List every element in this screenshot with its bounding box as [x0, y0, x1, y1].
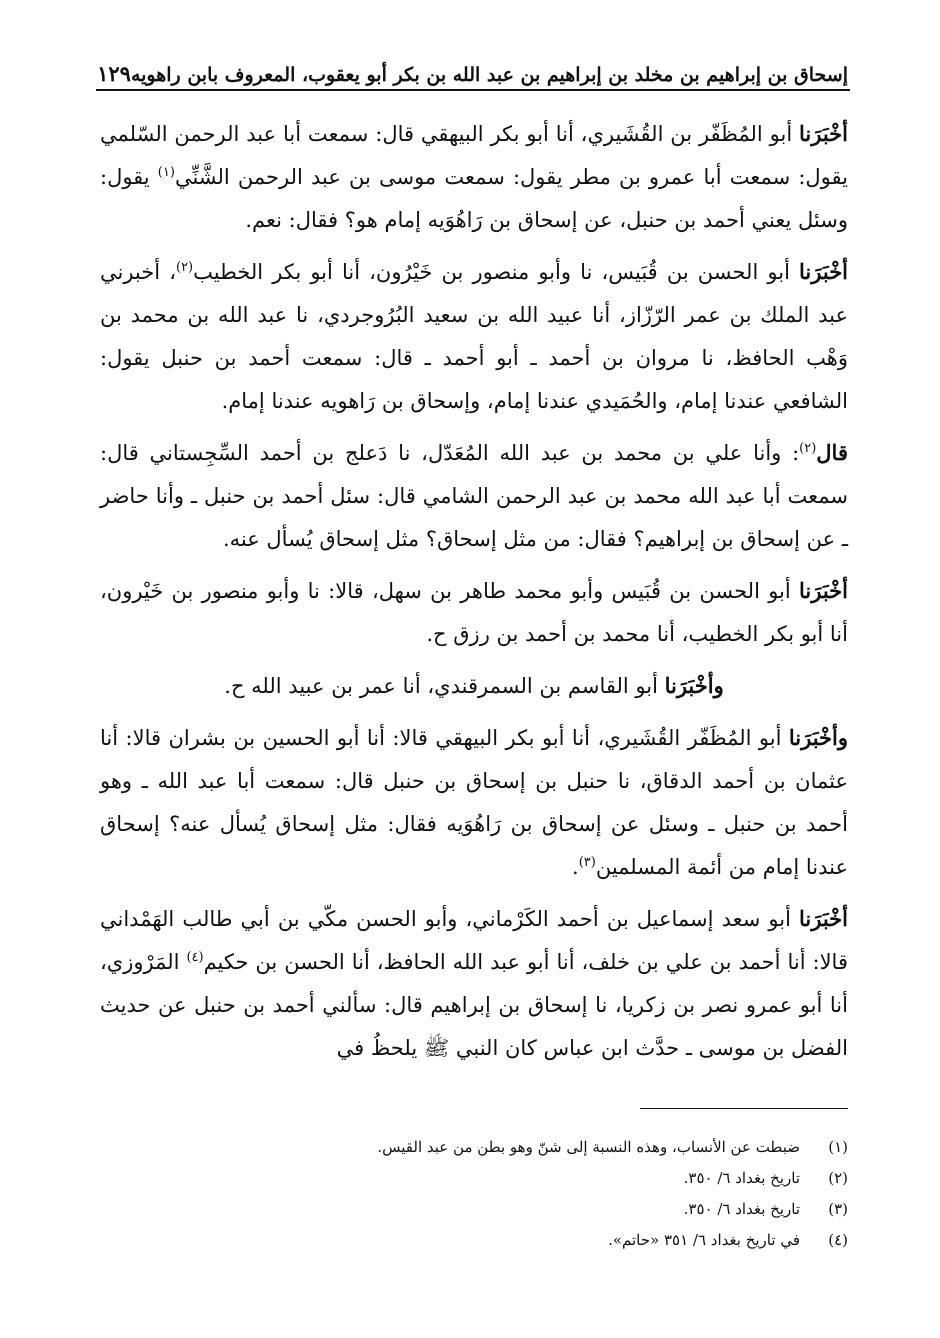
header-rule — [96, 89, 850, 91]
paragraph-text-continued: : وأنا علي بن محمد بن عبد الله المُعَدّل، نا دَعلج بن أحمد السِّجِستاني قال: سمعت أبا عبد الله محمد بن عبد الرحمن الشامي قال: سئل أحمد بن حنبل ـ وأنا حاضر ـ عن إسحاق بن إبراهيم؟ فقال: من مثل إسحاق؟ مثل إسحاق يُسأل عنه. — [100, 441, 848, 551]
footnote-text: تاريخ بغداد ٦/ ٣٥٠. — [683, 1169, 800, 1187]
footnote-marker: (٣) — [578, 855, 596, 870]
footnote-text: ضبطت عن الأنساب، وهذه النسبة إلى شنّ وهو بطن من عبد القيس. — [377, 1138, 800, 1156]
paragraph-opening-word: قال — [816, 440, 848, 465]
footnote-text: في تاريخ بغداد ٦/ ٣٥١ «حاتم». — [608, 1231, 800, 1249]
footnote-item — [100, 1194, 848, 1225]
paragraph-text: أبو سعد إسماعيل بن أحمد الكَرْماني، وأبو الحسن مكّي بن أبي طالب الهَمْداني قالا: أنا أحمد بن علي بن خلف، أنا أبو عبد الله الحافظ، أنا الحسن بن حكيم — [100, 907, 848, 974]
paragraph-opening-word: أخْبَرَنا — [799, 578, 848, 603]
paragraph-text: أبو القاسم بن السمرقندي، أنا عمر بن عبيد الله ح. — [224, 674, 665, 698]
paragraph-3 — [100, 431, 848, 561]
footnote-item — [100, 1163, 848, 1194]
footnote-text: تاريخ بغداد ٦/ ٣٥٠. — [683, 1200, 800, 1218]
running-title: إسحاق بن إبراهيم بن مخلد بن إبراهيم بن عبد الله بن بكر أبو يعقوب، المعروف بابن راهويه — [130, 64, 848, 86]
paragraph-1 — [100, 112, 848, 242]
paragraph-opening-word: أخْبَرَنا — [799, 906, 848, 931]
paragraph-2 — [100, 250, 848, 423]
paragraph-text-continued: المَرْوزي، أنا أبو عمرو نصر بن زكريا، نا إسحاق بن إبراهيم قال: سألني أحمد بن حنبل عن حديث الفضل بن موسى ـ حدَّث ابن عباس كان النبي ﷺ يلحظُ في — [100, 950, 848, 1060]
footnote-separator — [640, 1108, 848, 1109]
footnote-marker: (٢) — [175, 260, 194, 275]
footnote-number: (٣) — [828, 1200, 848, 1218]
paragraph-text-continued: ، أخبرني عبد الملك بن عمر الرّزّاز، أنا عبيد الله بن سعيد البُرُوجردي، نا عبد الله بن محمد بن وَهْب الحافظ، نا مروان بن أحمد ـ أبو أحمد ـ قال: سمعت أحمد بن حنبل يقول: الشافعي عندنا إمام، والحُمَيدي عندنا إمام، وإسحاق بن رَاهويه عندنا إمام. — [100, 260, 848, 413]
footnote-item — [100, 1225, 848, 1256]
paragraph-text: أبو الحسن بن قُبَيس، نا وأبو منصور بن خَيْرُون، أنا أبو بكر الخطيب — [193, 260, 800, 284]
paragraph-6 — [100, 716, 848, 889]
paragraph-text: أبو المُظَفّر بن القُشَيري، أنا أبو بكر البيهقي قال: سمعت أبا عبد الرحمن السّلمي يقول: سمعت أبا عمرو بن مطر يقول: سمعت موسى بن عبد الرحمن الشَّنِّي — [100, 122, 848, 189]
footnote-item — [100, 1132, 848, 1163]
main-text — [100, 112, 848, 1078]
paragraph-opening-word: وأخْبَرَنا — [664, 673, 724, 698]
paragraph-text: أبو الحسن بن قُبَيس وأبو محمد طاهر بن سهل، قالا: نا وأبو منصور بن خَيْرون، أنا أبو بكر الخطيب، أنا محمد بن أحمد بن رزق ح. — [100, 579, 848, 646]
paragraph-text: أبو المُظَفّر القُشَيري، أنا أبو بكر البيهقي قالا: أنا أبو الحسين بن بشران قالا: أنا عثمان بن أحمد الدقاق، نا حنبل بن إسحاق بن حنبل قال: سمعت أبا عبد الله ـ وهو أحمد بن حنبل ـ وسئل عن إسحاق بن رَاهُوَيه فقال: مثل إسحاق يُسأل عنه؟ إسحاق عندنا إمام من أئمة المسلمين — [100, 726, 848, 879]
paragraph-5 — [100, 664, 848, 708]
footnote-number: (١) — [828, 1138, 848, 1156]
paragraph-text-continued: يقول: وسئل يعني أحمد بن حنبل، عن إسحاق بن رَاهُوَيه إمام هو؟ فقال: نعم. — [100, 165, 848, 232]
page-header — [97, 52, 848, 86]
footnote-marker: (٢) — [799, 441, 817, 456]
paragraph-7 — [100, 897, 848, 1070]
paragraph-opening-word: وأخْبَرَنا — [788, 725, 848, 750]
footnote-marker: (٤) — [186, 950, 204, 965]
footnote-number: (٢) — [828, 1169, 848, 1187]
footnotes — [100, 1132, 848, 1256]
paragraph-4 — [100, 569, 848, 656]
footnote-number: (٤) — [828, 1231, 848, 1249]
paragraph-text-continued: . — [572, 855, 579, 879]
footnote-marker: (١) — [157, 165, 175, 180]
page-number: ١٢٩ — [97, 61, 131, 86]
paragraph-opening-word: أخْبَرَنا — [799, 259, 849, 284]
paragraph-opening-word: أخْبَرَنا — [799, 121, 848, 146]
